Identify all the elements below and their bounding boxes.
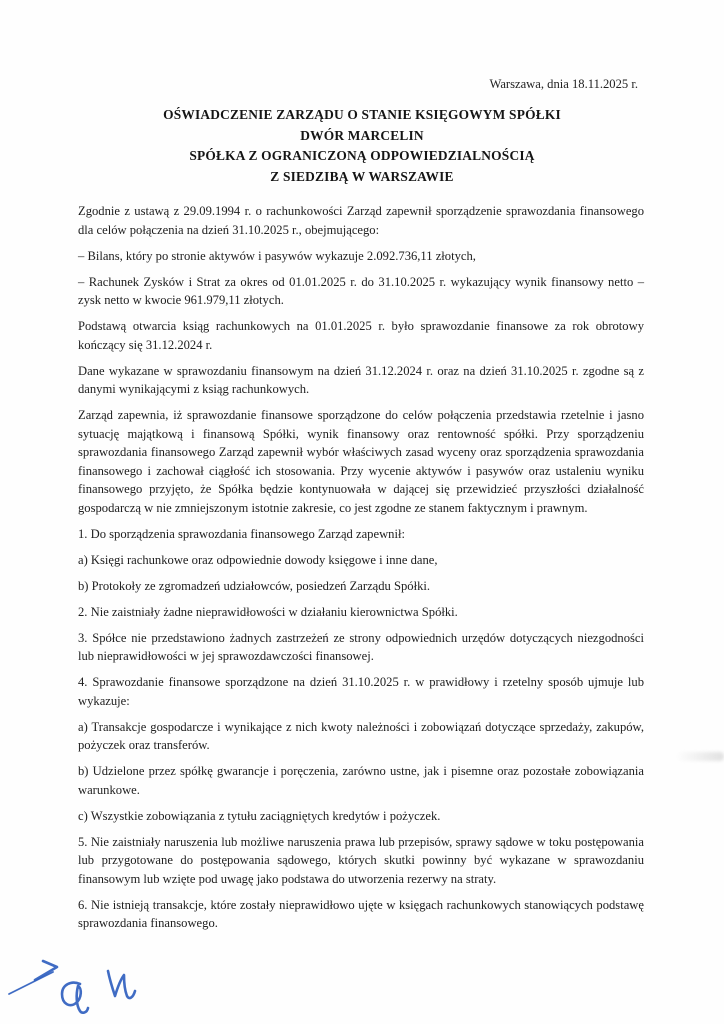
paragraph-item-1a: a) Księgi rachunkowe oraz odpowiednie dowody księgowe i inne dane, [78,552,438,567]
paragraph-item-2: 2. Nie zaistniały żadne nieprawidłowości w działaniu kierownictwa Spółki. [78,604,458,619]
paragraph-profit-loss: – Rachunek Zysków i Strat za okres od 01.01.2025 r. do 31.10.2025 r. wykazujący wynik finansowy netto – zysk netto w kwocie 961.979,11 złotych. [78,274,644,308]
paragraph-item-5: 5. Nie zaistniały naruszenia lub możliwe naruszenia prawa lub przepisów, sprawy sądowe w toku postępowania lub przygotowane do postępowania sądowego, których skutki powinny być wykazane w sprawozdaniu finansowym lub wzięte pod uwagę jako podstawa do utworzenia rezerwy na straty. [78,834,644,886]
paragraph-board-assurance: Zarząd zapewnia, iż sprawozdanie finansowe sporządzone do celów połączenia przedstawia rzetelnie i jasno sytuację majątkową i finansową Spółki, wynik finansowy oraz rentowność spółki. Przy sporządzeniu sprawozdania finansowego Zarząd zapewnił wybór właściwych zasad wyceny oraz sporządzenia sprawozdania finansowego i zachował ciągłość ich stosowania. Przy wycenie aktywów i pasywów oraz ustaleniu wyniku finansowego przyjęto, że Spółka będzie kontynuowała w dającej się przewidzieć przyszłości działalność gospodarczą w nie zmniejszonym istotnie zakresie, co jest zgodne ze stanem faktycznym i prawnym. [78,408,644,515]
document-title [70,105,654,187]
signature-arrow-stroke [9,972,53,994]
paragraph-balance-sheet: – Bilans, który po stronie aktywów i pasywów wykazuje 2.092.736,11 złotych, [78,248,476,263]
paragraph-item-4a: a) Transakcje gospodarcze i wynikające z nich kwoty należności i zobowiązań dotyczące sprzedaży, zakupów, pożyczek oraz transferów. [78,719,644,753]
date-line: Warszawa, dnia 18.11.2025 r. [489,77,638,91]
paragraph-books-opening: Podstawą otwarcia ksiąg rachunkowych na 01.01.2025 r. było sprawozdanie finansowe za rok obrotowy kończący się 31.12.2024 r. [78,319,644,352]
signature-loop-stroke [62,983,88,1013]
title-line-1: OŚWIADCZENIE ZARZĄDU O STANIE KSIĘGOWYM SPÓŁKI [163,107,561,122]
paragraph-item-4c: c) Wszystkie zobowiązania z tytułu zaciągniętych kredytów i pożyczek. [78,808,441,823]
document-body [78,202,644,933]
signature-w-stroke [108,971,135,998]
paragraph-intro: Zgodnie z ustawą z 29.09.1994 r. o rachunkowości Zarząd zapewnił sporządzenie sprawozdania finansowego dla celów połączenia na dzień 31.10.2025 r., obejmującego: [78,204,644,237]
paragraph-data-consistency: Dane wykazane w sprawozdaniu finansowym na dzień 31.12.2024 r. oraz na dzień 31.10.2025 r. zgodne są z danymi wynikającymi z ksiąg rachunkowych. [78,363,644,397]
paragraph-item-6: 6. Nie istnieją transakcje, które zostały nieprawidłowo ujęte w księgach rachunkowych stanowiących podstawę sprawozdania finansowego. [78,897,644,931]
paragraph-item-4: 4. Sprawozdanie finansowe sporządzone na dzień 31.10.2025 r. w prawidłowy i rzetelny sposób ujmuje lub wykazuje: [78,675,644,708]
paragraph-item-1b: b) Protokoły ze zgromadzeń udziałowców, posiedzeń Zarządu Spółki. [78,578,431,593]
title-line-3: SPÓŁKA Z OGRANICZONĄ ODPOWIEDZIALNOŚCIĄ [189,148,535,164]
scan-smudge [676,752,724,761]
signature-arrowhead-stroke [35,961,57,980]
title-line-4: Z SIEDZIBĄ W WARSZAWIE [270,168,454,184]
paragraph-item-4b: b) Udzielone przez spółkę gwarancje i poręczenia, zarówno ustne, jak i pisemne oraz pozostałe zobowiązania warunkowe. [78,764,644,797]
title-line-2: DWÓR MARCELIN [300,127,424,143]
paragraph-item-1: 1. Do sporządzenia sprawozdania finansowego Zarząd zapewnił: [78,526,405,541]
handwritten-signature [5,942,145,1020]
paragraph-item-3: 3. Spółce nie przedstawiono żadnych zastrzeżeń ze strony odpowiednich urzędów dotyczących niezgodności lub nieprawidłowości w jej sprawozdawczości finansowej. [78,630,644,664]
